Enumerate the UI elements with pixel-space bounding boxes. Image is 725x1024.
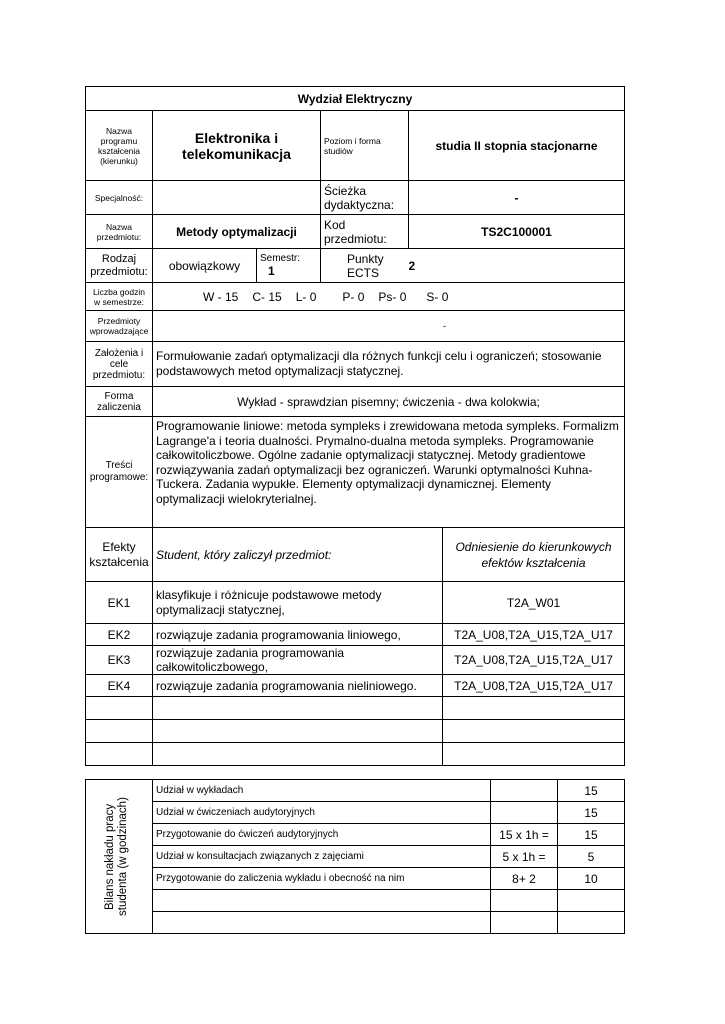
empty-cell [153,720,443,743]
goals-label: Założenia i cele przedmiotu: [86,342,153,387]
path-label: Ścieżka dydaktyczna: [321,181,409,215]
workload-value: 15 [558,824,625,846]
specialty-label: Specjalność: [86,181,153,215]
code-value: TS2C100001 [409,215,625,249]
workload-table [85,779,625,934]
outcome-id: EK1 [86,582,153,624]
outcomes-table [85,527,625,766]
empty-cell [153,697,443,720]
ects-label: Punkty ECTS [321,249,409,283]
workload-calc: 15 x 1h = [491,824,558,846]
type-value: obowiązkowy [153,249,257,283]
workload-value: 10 [558,868,625,890]
assessment-label: Forma zaliczenia [86,387,153,417]
prereq-label: Przedmioty wprowadzające [86,311,153,342]
outcome-ref: T2A_U08,T2A_U15,T2A_U17 [443,624,625,646]
empty-cell [491,912,558,934]
workload-calc [491,802,558,824]
outcome-id: EK2 [86,624,153,646]
prereq-value: - [153,311,625,342]
type-label: Rodzaj przedmiotu: [86,249,153,283]
outcome-desc: rozwiązuje zadania programowania nieliniowego. [153,675,443,697]
workload-desc: Udział w wykładach [153,780,491,802]
outcome-ref: T2A_U08,T2A_U15,T2A_U17 [443,675,625,697]
hours-s: S- 0 [426,289,449,304]
hours-p: P- 0 [342,289,365,304]
empty-cell [86,720,153,743]
semester-label: Semestr: [260,253,301,264]
ects-value: 2 [409,249,625,283]
outcomes-header-student: Student, który zaliczył przedmiot: [153,528,443,582]
hours-list [203,290,621,304]
outcome-ref: T2A_W01 [443,582,625,624]
content-value: Programowanie liniowe: metoda sympleks i zrewidowana metoda sympleks. Formalizm Lagrange'a i teoria dualności. Prymalno-dualna metoda sympleks. Programowanie całkowitoliczbowe. Ogólne zadanie optymalizacji statycznej. Metody gradientowe rozwiązywania zadań optymalizacji bez ograniczeń. Warunki optymalności Kuhna-Tuckera. Zadania wypukłe. Elementy optymalizacji dynamicznej. Elementy optymalizacji wielokryterialnej. [153,417,625,528]
workload-value: 15 [558,780,625,802]
hours-label: Liczba godzin w semestrze: [86,283,153,311]
code-label: Kod przedmiotu: [321,215,409,249]
empty-cell [86,697,153,720]
empty-cell [558,890,625,912]
workload-desc: Udział w konsultacjach związanych z zajęciami [153,846,491,868]
empty-cell [558,912,625,934]
empty-cell [86,743,153,766]
syllabus-header-table [85,86,625,528]
workload-calc: 5 x 1h = [491,846,558,868]
empty-cell [153,743,443,766]
program-label: Nazwa programu kształcenia (kierunku) [86,111,153,181]
specialty-value [153,181,321,215]
outcomes-header-label: Efekty kształcenia [86,528,153,582]
workload-calc: 8+ 2 [491,868,558,890]
empty-cell [153,890,491,912]
empty-cell [443,697,625,720]
workload-desc: Przygotowanie do ćwiczeń audytoryjnych [153,824,491,846]
workload-value: 15 [558,802,625,824]
subject-label: Nazwa przedmiotu: [86,215,153,249]
empty-cell [153,912,491,934]
workload-desc: Udział w ćwiczeniach audytoryjnych [153,802,491,824]
outcomes-header-ref: Odniesienie do kierunkowych efektów kształcenia [443,528,625,582]
outcome-desc: rozwiązuje zadania programowania całkowitoliczbowego, [153,646,443,675]
subject-value: Metody optymalizacji [153,215,321,249]
goals-value: Formułowanie zadań optymalizacji dla różnych funkcji celu i ograniczeń; stosowanie podstawowych metod optymalizacji statycznej. [153,342,625,387]
workload-value: 5 [558,846,625,868]
workload-label: Bilans nakładu pracy studenta (w godzinach) [104,797,129,916]
outcome-id: EK4 [86,675,153,697]
hours-ps: Ps- 0 [378,289,407,304]
hours-l: L- 0 [295,289,317,304]
workload-calc [491,780,558,802]
empty-cell [443,743,625,766]
content-label: Treści programowe: [86,417,153,528]
level-label: Poziom i forma studiów [321,111,409,181]
outcome-desc: rozwiązuje zadania programowania liniowego, [153,624,443,646]
empty-cell [443,720,625,743]
level-value: studia II stopnia stacjonarne [409,111,625,181]
outcome-desc: klasyfikuje i różnicuje podstawowe metody optymalizacji statycznej, [153,582,443,624]
faculty-title: Wydział Elektryczny [86,87,625,111]
semester-value: 1 [268,264,275,278]
program-value: Elektronika i telekomunikacja [153,111,321,181]
assessment-value: Wykład - sprawdzian pisemny; ćwiczenia - dwa kolokwia; [153,387,625,417]
outcome-ref: T2A_U08,T2A_U15,T2A_U17 [443,646,625,675]
workload-desc: Przygotowanie do zaliczenia wykładu i obecność na nim [153,868,491,890]
hours-w: W - 15 [203,289,239,304]
empty-cell [491,890,558,912]
path-value: - [409,181,625,215]
outcome-id: EK3 [86,646,153,675]
hours-c: C- 15 [252,289,282,304]
